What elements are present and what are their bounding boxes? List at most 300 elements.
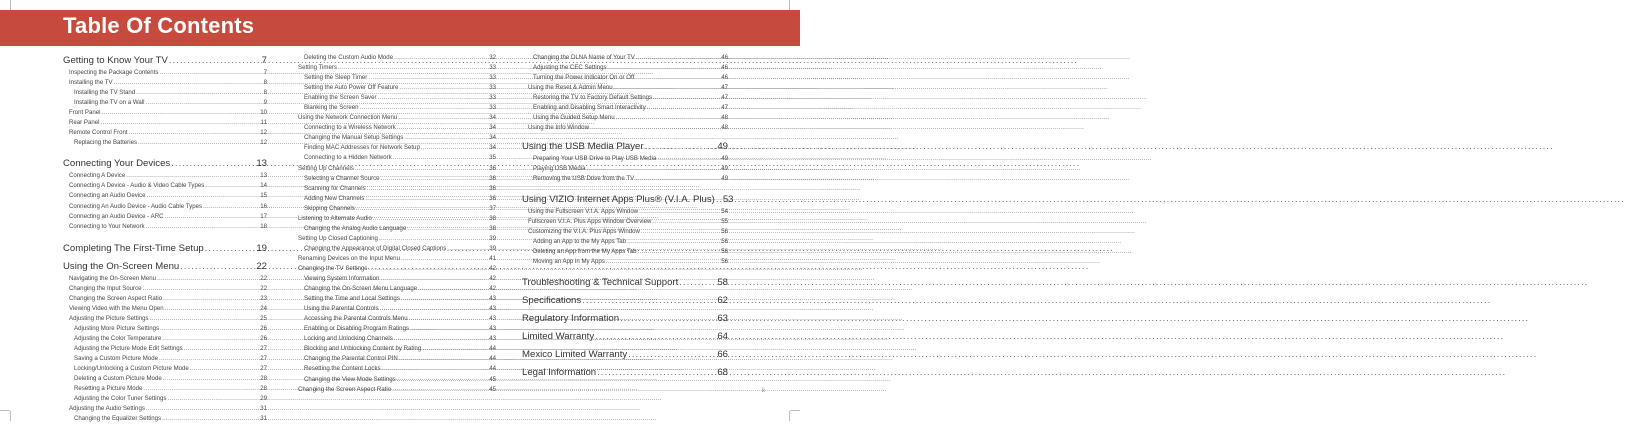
toc-entry-page: 13 [256,158,267,170]
toc-entry-page: 7 [261,55,267,66]
toc-subsection-entry[interactable] [63,78,267,88]
dot-leader [590,123,720,133]
dot-leader [355,164,488,174]
toc-entry-title: Resetting a Picture Mode [74,385,143,393]
toc-subsection-entry[interactable] [298,83,496,93]
toc-entry-page: 13 [260,172,267,180]
dot-leader [399,354,488,364]
toc-entry-page: 22 [256,260,267,272]
toc-subsection-entry[interactable] [522,237,728,247]
toc-section-entry[interactable] [522,311,728,326]
dot-leader [410,324,488,334]
dot-leader [378,93,489,103]
toc-entry-title: Connecting A Device - Audio & Video Cable Types [69,182,205,190]
toc-entry-page: 48 [721,114,728,122]
toc-entry-page: 45 [489,375,496,383]
toc-entry-page: 34 [489,134,496,142]
toc-entry-page: 14 [260,182,267,190]
toc-entry-title: Legal Information [522,366,597,378]
toc-section-entry[interactable] [522,365,728,380]
toc-entry-title: Deleting an App from the My Apps Tab [533,247,637,255]
toc-entry-page: 27 [260,344,267,352]
toc-subsection-entry[interactable] [298,143,496,153]
toc-subsection-entry[interactable] [63,384,267,394]
dot-leader [657,154,720,164]
toc-subsection-entry[interactable] [63,222,267,232]
dot-leader [160,324,259,334]
dot-leader [150,314,260,324]
toc-section-entry[interactable] [522,293,728,308]
toc-subsection-entry[interactable] [298,93,496,103]
toc-subsection-entry[interactable] [63,128,267,138]
toc-subsection-entry[interactable] [298,73,496,83]
toc-entry-page: 17 [260,212,267,220]
toc-entry-page: 46 [721,54,728,61]
dot-leader [205,241,256,256]
toc-entry-title: Enabling and Disabling Smart Interactivity [533,104,646,112]
toc-subsection-entry[interactable] [63,138,267,148]
toc-entry-title: Restoring the TV to Factory Default Settings [533,94,653,102]
toc-subsection-entry[interactable] [522,207,728,217]
dot-leader [157,274,259,284]
toc-subsection-entry[interactable] [298,63,496,73]
toc-subsection-entry[interactable] [63,88,267,98]
toc-entry-title: Setting the Time and Local Settings [304,295,400,303]
dot-leader [159,68,262,78]
toc-subsection-entry[interactable] [298,103,496,113]
dot-leader [367,184,489,194]
toc-entry-page: 47 [721,84,728,92]
dot-leader [616,113,721,123]
toc-subsection-entry[interactable] [522,154,728,164]
dot-leader [138,138,259,148]
toc-entry-page: 44 [489,345,496,353]
toc-subsection-entry[interactable] [63,202,267,212]
toc-subsection-entry[interactable] [522,53,728,63]
toc-entry-title: Scanning for Channels [304,184,366,192]
toc-entry-title: Removing the USB Drive from the TV [533,175,635,183]
toc-entry-title: Using VIZIO Internet Apps Plus® (V.I.A. Plus) [522,193,715,205]
toc-entry-page: 55 [721,217,728,225]
crop-mark [10,0,11,10]
dot-leader [401,254,488,264]
toc-entry-title: Changing the Appearance of Digital Closed Captions [304,244,447,252]
dot-leader [190,364,259,374]
toc-section-entry[interactable] [63,53,267,68]
dot-leader [397,123,488,133]
toc-entry-page: 56 [721,247,728,255]
toc-entry-title: Changing the Input Source [69,284,142,292]
toc-entry-title: Adjusting the Picture Mode Edit Settings [74,344,183,352]
toc-entry-page: 34 [489,144,496,152]
toc-entry-page: 9 [263,99,267,107]
toc-subsection-entry[interactable] [522,63,728,73]
dot-leader [373,214,488,224]
toc-entry-page: 22 [260,284,267,292]
toc-section-entry[interactable] [522,192,734,207]
toc-entry-title: Locking/Unlocking a Custom Picture Mode [74,365,189,373]
toc-subsection-entry[interactable] [63,324,267,334]
toc-entry-title: Customizing the V.I.A. Plus Apps Window [528,227,640,235]
page-number: ii [762,388,765,394]
toc-entry-page: 26 [260,334,267,342]
toc-entry-title: Adding an App to the My Apps Tab [533,237,627,245]
toc-entry-title: Getting to Know Your TV [63,55,168,66]
toc-section-entry[interactable] [63,259,267,274]
toc-entry-page: 33 [489,94,496,102]
toc-entry-page: 31 [260,405,267,413]
toc-entry-page: 41 [489,254,496,262]
title-banner [0,10,800,46]
toc-entry-title: Fullscreen V.I.A. Plus Apps Window Overview [528,217,652,225]
toc-entry-title: Selecting a Channel Source [304,174,380,182]
toc-subsection-entry[interactable] [298,354,496,364]
toc-entry-title: Connecting A Device [69,172,126,180]
toc-entry-title: Installing the TV [69,79,113,87]
toc-entry-page: 46 [721,64,728,72]
toc-entry-title: Installing the TV Stand [74,89,136,97]
toc-entry-page: 49 [717,141,728,153]
toc-subsection-entry[interactable] [298,324,496,334]
toc-entry-title: Skipping Channels [304,204,355,212]
toc-subsection-entry[interactable] [522,123,728,133]
dot-leader [129,128,260,138]
toc-subsection-entry[interactable] [298,153,496,163]
toc-subsection-entry[interactable] [298,244,496,254]
dot-leader [645,139,717,154]
toc-subsection-entry[interactable] [522,113,728,123]
dot-leader [447,244,488,254]
toc-entry-title: Adjusting the Color Tuner Settings [74,395,167,403]
crop-mark [789,0,790,10]
crop-mark [10,411,11,421]
toc-entry-title: Completing The First-Time Setup [63,242,204,254]
toc-entry-page: 36 [489,164,496,172]
toc-entry-title: Using the USB Media Player [522,141,644,153]
dot-leader [608,63,721,73]
toc-entry-title: Troubleshooting & Technical Support [522,276,679,288]
dot-leader [162,414,259,424]
toc-entry-page: 32 [489,54,496,61]
toc-entry-page: 33 [489,84,496,92]
toc-subsection-entry[interactable] [63,98,267,108]
toc-subsection-entry[interactable] [63,191,267,201]
toc-entry-title: Viewing System Information [304,275,380,283]
toc-entry-page: 54 [721,207,728,215]
dot-leader [409,314,489,324]
dot-leader [368,264,488,274]
toc-entry-title: Adding New Channels [304,194,365,202]
toc-subsection-entry[interactable] [298,334,496,344]
toc-section-entry[interactable] [522,139,728,154]
toc-subsection-entry[interactable] [63,344,267,354]
toc-entry-page: 49 [721,175,728,183]
toc-subsection-entry[interactable] [298,344,496,354]
toc-entry-page: 47 [721,94,728,102]
toc-subsection-entry[interactable] [63,212,267,222]
toc-entry-page: 12 [260,129,267,137]
toc-entry-title: Rear Panel [69,119,100,127]
toc-subsection-entry[interactable] [298,184,496,194]
toc-entry-page: 33 [489,74,496,82]
toc-subsection-entry[interactable] [298,375,496,385]
toc-subsection-entry[interactable] [298,364,496,374]
toc-entry-title: Using the Parental Controls [304,305,379,313]
toc-entry-title: Setting the Auto Power Off Feature [304,84,399,92]
dot-leader [393,153,488,163]
toc-subsection-entry[interactable] [298,254,496,264]
toc-subsection-entry[interactable] [63,274,267,284]
toc-entry-page: 39 [489,234,496,242]
toc-entry-title: Connecting to a Wireless Network [304,124,396,132]
toc-entry-title: Installing the TV on a Wall [74,99,145,107]
toc-entry-title: Changing the View Mode Settings [304,375,396,383]
toc-entry-title: Front Panel [69,109,101,117]
toc-entry-title: Setting Up Channels [298,164,354,172]
toc-entry-page: 16 [260,202,267,210]
dot-leader [392,385,488,395]
toc-subsection-entry[interactable] [298,194,496,204]
dot-leader [407,224,488,234]
toc-subsection-entry[interactable] [63,294,267,304]
dot-leader [360,103,489,113]
toc-subsection-entry[interactable] [298,214,496,224]
toc-entry-title: Renaming Devices on the Input Menu [298,254,400,262]
toc-entry-title: Adjusting the CEC Settings [533,64,607,72]
toc-entry-title: Turning the Power Indicator On or Off [533,74,635,82]
toc-entry-page: 28 [260,375,267,383]
dot-leader [653,93,720,103]
dot-leader [716,192,722,207]
toc-entry-title: Navigating the On-Screen Menu [69,274,157,282]
toc-entry-page: 58 [717,276,728,288]
toc-entry-title: Resetting the Content Locks [304,365,381,373]
dot-leader [679,275,716,290]
toc-entry-page: 31 [260,415,267,423]
toc-entry-title: Connecting an Audio Device [69,192,146,200]
toc-subsection-entry[interactable] [298,385,496,395]
dot-leader [397,375,489,385]
toc-subsection-entry[interactable] [63,364,267,374]
toc-subsection-entry[interactable] [63,314,267,324]
dot-leader [587,164,721,174]
toc-entry-page: 19 [256,242,267,254]
dot-leader [180,259,255,274]
toc-column-1 [63,53,267,424]
toc-entry-page: 33 [489,104,496,112]
toc-entry-title: Setting Timers [298,64,337,72]
toc-subsection-entry[interactable] [298,274,496,284]
toc-subsection-entry[interactable] [63,404,267,414]
toc-subsection-entry[interactable] [298,304,496,314]
dot-leader [399,83,488,93]
toc-subsection-entry[interactable] [522,174,728,184]
dot-leader [379,234,488,244]
toc-entry-page: 42 [489,264,496,272]
toc-subsection-entry[interactable] [522,257,728,267]
dot-leader [422,344,488,354]
toc-entry-page: 38 [489,214,496,222]
toc-subsection-entry[interactable] [298,234,496,244]
toc-entry-page: 45 [489,385,496,393]
toc-entry-title: Connecting Your Devices [63,158,171,170]
toc-entry-page: 36 [489,194,496,202]
toc-entry-title: Finding MAC Addresses for Network Setup [304,144,420,152]
toc-subsection-entry[interactable] [522,164,728,174]
toc-entry-title: Setting Up Closed Captioning [298,234,378,242]
toc-subsection-entry[interactable] [63,68,267,78]
toc-subsection-entry[interactable] [63,374,267,384]
toc-entry-page: 56 [721,227,728,235]
toc-entry-page: 8 [263,79,267,87]
toc-entry-title: Deleting the Custom Audio Mode [304,54,394,61]
toc-subsection-entry[interactable] [522,73,728,83]
toc-entry-page: 56 [721,237,728,245]
toc-subsection-entry[interactable] [522,217,728,227]
toc-subsection-entry[interactable] [63,394,267,404]
crop-mark [0,410,10,411]
dot-leader [398,113,488,123]
toc-subsection-entry[interactable] [298,133,496,143]
dot-leader [184,344,259,354]
toc-subsection-entry[interactable] [63,181,267,191]
toc-entry-title: Inspecting the Package Contents [69,69,159,76]
toc-entry-page: 63 [717,312,728,324]
toc-entry-page: 23 [260,294,267,302]
dot-leader [382,364,489,374]
toc-entry-title: Changing the TV Settings [298,264,368,272]
toc-subsection-entry[interactable] [522,227,728,237]
dot-leader [102,108,260,118]
dot-leader [203,202,259,212]
toc-subsection-entry[interactable] [298,294,496,304]
dot-leader [627,237,720,247]
toc-section-entry[interactable] [63,156,267,171]
dot-leader [652,217,720,227]
toc-entry-title: Mexico Limited Warranty [522,348,628,360]
toc-entry-title: Playing USB Media [533,165,586,173]
toc-subsection-entry[interactable] [298,113,496,123]
toc-subsection-entry[interactable] [298,53,496,63]
toc-entry-page: 62 [717,294,728,306]
toc-entry-page: 39 [489,244,496,252]
toc-subsection-entry[interactable] [63,284,267,294]
toc-entry-title: Changing the Screen Aspect Ratio [69,294,163,302]
toc-subsection-entry[interactable] [63,108,267,118]
toc-subsection-entry[interactable] [298,174,496,184]
dot-leader [162,334,259,344]
dot-leader [368,73,488,83]
toc-entry-title: Adjusting the Audio Settings [69,405,145,413]
toc-subsection-entry[interactable] [298,204,496,214]
toc-entry-title: Limited Warranty [522,330,595,342]
dot-leader [205,181,259,191]
toc-entry-title: Connecting an Audio Device - ARC [69,212,164,220]
toc-subsection-entry[interactable] [298,123,496,133]
toc-entry-title: Changing the DLNA Name of Your TV [533,54,635,61]
dot-leader [401,294,488,304]
toc-entry-page: 33 [489,64,496,72]
dot-leader [143,284,260,294]
crop-mark [789,411,790,421]
toc-subsection-entry[interactable] [522,83,728,93]
dot-leader [380,274,488,284]
toc-column-3 [522,53,734,380]
dot-leader [145,98,262,108]
dot-leader [647,103,720,113]
dot-leader [167,394,259,404]
crop-mark [790,410,800,411]
dot-leader [635,73,720,83]
toc-entry-page: 43 [489,325,496,333]
toc-column-2 [298,53,496,395]
toc-subsection-entry[interactable] [298,224,496,234]
toc-entry-title: Using the Fullscreen V.I.A. Apps Window [528,207,639,215]
toc-entry-page: 24 [260,304,267,312]
toc-section-entry[interactable] [63,241,267,256]
toc-subsection-entry[interactable] [63,334,267,344]
toc-entry-page: 34 [489,124,496,132]
toc-section-entry[interactable] [522,347,728,362]
toc-section-entry[interactable] [522,275,728,290]
dot-leader [636,53,720,63]
toc-subsection-entry[interactable] [63,414,267,424]
toc-entry-title: Accessing the Parental Controls Menu [304,315,408,323]
dot-leader [394,53,488,63]
toc-entry-page: 44 [489,355,496,363]
toc-subsection-entry[interactable] [63,118,267,128]
dot-leader [147,191,260,201]
toc-entry-title: Setting the Sleep Timer [304,74,368,82]
dot-leader [582,293,716,308]
dot-leader [159,354,259,364]
toc-entry-page: 8 [263,89,267,97]
dot-leader [126,171,259,181]
toc-subsection-entry[interactable] [63,171,267,181]
toc-subsection-entry[interactable] [298,164,496,174]
toc-entry-page: 26 [260,324,267,332]
toc-entry-page: 28 [260,385,267,393]
toc-entry-page: 43 [489,315,496,323]
toc-entry-title: Saving a Custom Picture Mode [74,355,158,363]
toc-entry-title: Moving an App in My Apps [533,257,605,265]
toc-entry-page: 43 [489,335,496,343]
toc-subsection-entry[interactable] [522,103,728,113]
toc-entry-page: 36 [489,184,496,192]
toc-entry-page: 43 [489,295,496,303]
toc-entry-title: Connecting An Audio Device - Audio Cable Types [69,202,203,210]
toc-entry-title: Connecting to Your Network [69,222,145,230]
toc-section-entry[interactable] [522,329,728,344]
toc-subsection-entry[interactable] [298,284,496,294]
dot-leader [171,156,255,171]
toc-subsection-entry[interactable] [298,314,496,324]
dot-leader [146,222,260,232]
toc-entry-page: 48 [721,124,728,132]
toc-entry-page: 34 [489,114,496,122]
toc-entry-title: Listening to Alternate Audio [298,214,372,222]
toc-entry-title: Adjusting More Picture Settings [74,324,160,332]
toc-entry-page: 49 [721,155,728,163]
dot-leader [421,143,488,153]
toc-subsection-entry[interactable] [298,264,496,274]
dot-leader [356,204,488,214]
toc-subsection-entry[interactable] [63,304,267,314]
toc-subsection-entry[interactable] [522,93,728,103]
dot-leader [136,88,262,98]
toc-subsection-entry[interactable] [522,247,728,257]
toc-subsection-entry[interactable] [63,354,267,364]
